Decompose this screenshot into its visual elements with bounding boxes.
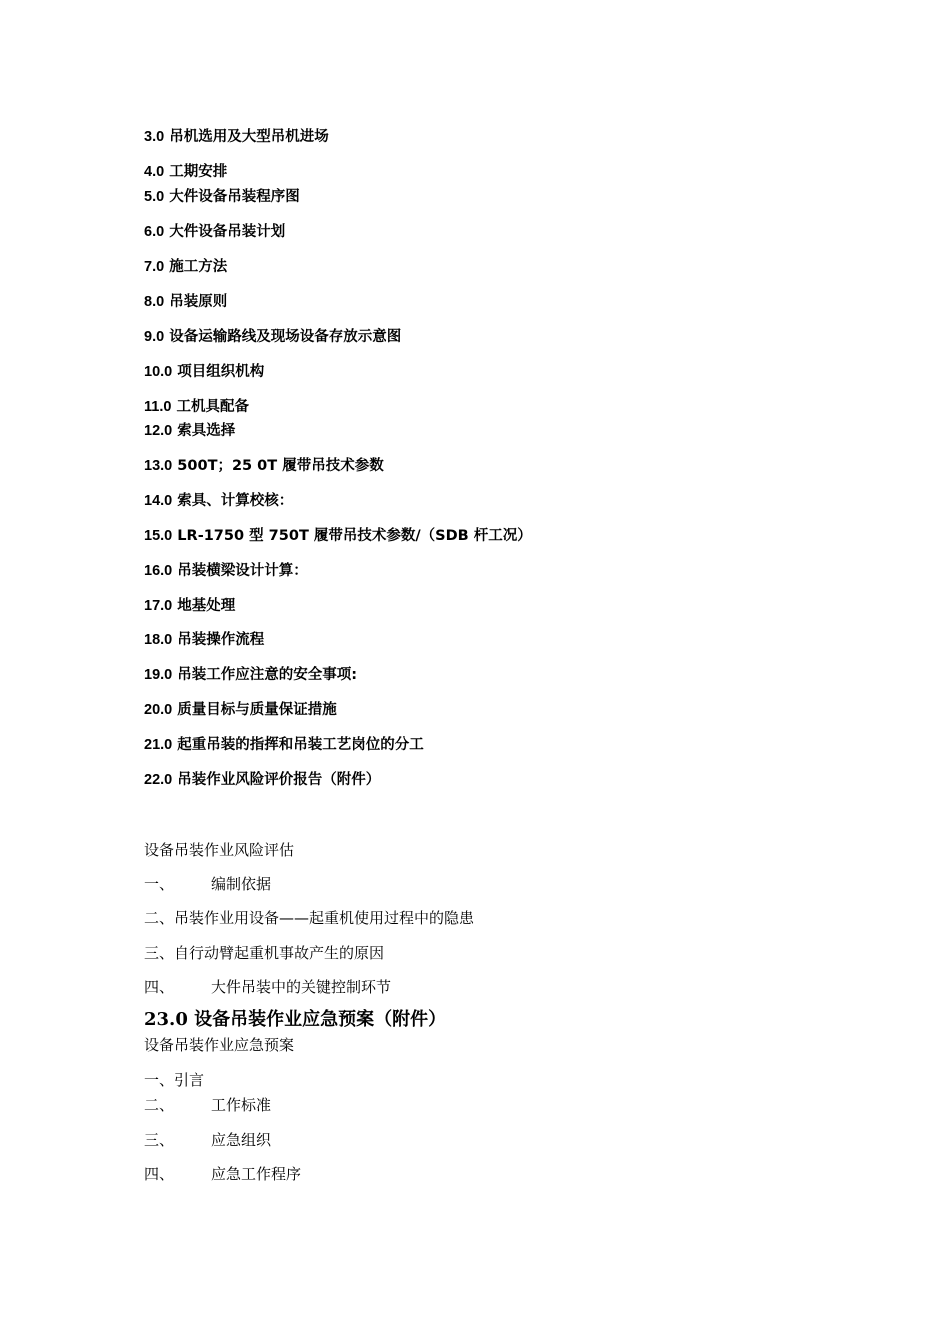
emergency-item-marker: 二、 [144, 1096, 175, 1114]
toc-item-number: 15.0 [144, 528, 173, 544]
toc-item-number: 5.0 [144, 189, 165, 205]
toc-item-title: 起重吊装的指挥和吊装工艺岗位的分工 [177, 737, 424, 753]
emergency-item [144, 1095, 271, 1115]
toc-item-title: 吊装原则 [169, 294, 228, 310]
toc-item-number: 12.0 [144, 423, 173, 439]
risk-section-title: 设备吊装作业风险评估 [144, 841, 295, 859]
emergency-item-marker: 三、 [144, 1131, 175, 1149]
risk-item [144, 908, 474, 928]
emergency-item-text: 应急组织 [211, 1131, 272, 1149]
toc-item [144, 421, 235, 441]
toc-item-number: 17.0 [144, 598, 173, 614]
toc-item-number: 10.0 [144, 364, 173, 380]
toc-item-number: 11.0 [144, 399, 172, 415]
risk-item-text: 自行动臂起重机事故产生的原因 [174, 944, 385, 962]
emergency-section-title: 设备吊装作业应急预案 [144, 1036, 295, 1054]
risk-item-text: 大件吊装中的关键控制环节 [211, 978, 392, 996]
toc-item [144, 397, 249, 417]
toc-item [144, 327, 401, 347]
toc-item-number: 4.0 [144, 164, 165, 180]
toc-item-title: 设备运输路线及现场设备存放示意图 [169, 329, 402, 345]
toc-item-number: 19.0 [144, 667, 173, 683]
toc-item [144, 526, 532, 546]
risk-item-marker: 三、 [144, 944, 175, 962]
emergency-item [144, 1130, 271, 1150]
toc-item-title: 吊装横梁设计计算： [177, 563, 308, 579]
risk-item-text: 编制依据 [211, 875, 272, 893]
toc-item-number: 21.0 [144, 737, 173, 753]
toc-item [144, 561, 308, 581]
toc-item [144, 770, 380, 790]
toc-item-number: 6.0 [144, 224, 165, 240]
toc-item-title: 吊装作业风险评价报告（附件） [177, 772, 381, 788]
emergency-item-text: 工作标准 [211, 1096, 272, 1114]
toc-item [144, 292, 227, 312]
toc-item-title: LR-1750 型 750T 履带吊技术参数/（SDB 杆工况） [177, 528, 532, 544]
risk-item-marker: 四、 [144, 978, 175, 996]
risk-item [144, 943, 384, 963]
toc-item-title: 索具选择 [177, 423, 236, 439]
risk-item-marker: 二、 [144, 909, 175, 927]
risk-item-marker: 一、 [144, 875, 175, 893]
toc-item-title: 索具、计算校核： [177, 493, 294, 509]
risk-item [144, 977, 391, 997]
toc-item [144, 222, 285, 242]
toc-item-number: 16.0 [144, 563, 173, 579]
toc-item-title: 工机具配备 [176, 399, 249, 415]
emergency-item [144, 1164, 301, 1184]
risk-item-text: 吊装作业用设备——起重机使用过程中的隐患 [174, 909, 475, 927]
toc-item-number: 7.0 [144, 259, 165, 275]
toc-item-number: 14.0 [144, 493, 173, 509]
toc-item-number: 3.0 [144, 129, 165, 145]
toc-item [144, 456, 384, 476]
toc-item-title: 项目组织机构 [177, 364, 265, 380]
toc-item [144, 162, 227, 182]
toc-item [144, 257, 227, 277]
toc-item-number: 9.0 [144, 329, 165, 345]
toc-item-title: 质量目标与质量保证措施 [177, 702, 337, 718]
toc-item [144, 596, 235, 616]
toc-item [144, 187, 300, 207]
emergency-item-marker: 一、 [144, 1071, 175, 1089]
toc-item [144, 362, 264, 382]
toc-item-number: 13.0 [144, 458, 173, 474]
toc-item-title: 地基处理 [177, 598, 236, 614]
toc-item-title: 吊装操作流程 [177, 632, 265, 648]
toc-item [144, 491, 293, 511]
toc-item-title: 大件设备吊装计划 [169, 224, 286, 240]
toc-item-title: 施工方法 [169, 259, 228, 275]
toc-item-number: 8.0 [144, 294, 165, 310]
toc-item [144, 127, 329, 147]
toc-item [144, 700, 337, 720]
emergency-item [144, 1070, 204, 1090]
toc-item-title: 大件设备吊装程序图 [169, 189, 300, 205]
toc-item-title: 吊装工作应注意的安全事项: [177, 667, 358, 683]
risk-item [144, 874, 271, 894]
toc-item-title: 工期安排 [169, 164, 228, 180]
emergency-item-text: 引言 [174, 1071, 205, 1089]
toc-item [144, 665, 357, 685]
toc-item-number: 18.0 [144, 632, 173, 648]
toc-item [144, 735, 424, 755]
toc-item-title: 500T；25 0T 履带吊技术参数 [177, 458, 384, 474]
toc-item-title: 吊机选用及大型吊机进场 [169, 129, 329, 145]
toc-item [144, 630, 264, 650]
toc-item-number: 20.0 [144, 702, 173, 718]
toc-item-number: 22.0 [144, 772, 173, 788]
emergency-item-marker: 四、 [144, 1165, 175, 1183]
emergency-item-text: 应急工作程序 [211, 1165, 302, 1183]
emergency-heading: 23.0 设备吊装作业应急预案（附件） [144, 1009, 447, 1030]
